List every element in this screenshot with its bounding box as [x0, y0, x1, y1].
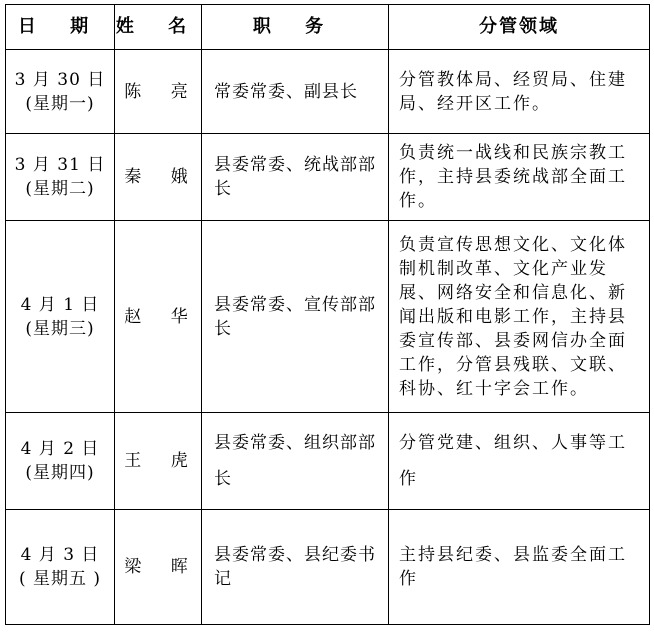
- duties-cell: 分管党建、组织、人事等工作: [389, 413, 650, 510]
- duties-cell: 主持县纪委、县监委全面工作: [389, 510, 650, 625]
- duties-cell: 负责统一战线和民族宗教工作，主持县委统战部全面工作。: [389, 134, 650, 221]
- weekday-line: (星期一): [25, 93, 95, 114]
- date-line: 3 月 30 日: [14, 69, 106, 90]
- schedule-table: [5, 4, 650, 625]
- header-duties: 分管领域: [389, 5, 650, 50]
- date-line: 4 月 2 日: [20, 439, 100, 459]
- name-cell: 赵 华: [115, 221, 202, 413]
- duties-cell: 负责宣传思想文化、文化体制机制改革、文化产业发展、网络安全和信息化、新闻出版和电影工作，主持县委宣传部、县委网信办全面工作，分管县残联、文联、科协、红十字会工作。: [389, 221, 650, 413]
- position-cell: 常委常委、副县长: [202, 50, 389, 134]
- date-cell: [6, 413, 115, 510]
- name-cell: 陈 亮: [115, 50, 202, 134]
- name-cell: 秦 娥: [115, 134, 202, 221]
- position-cell: 县委常委、统战部部长: [202, 134, 389, 221]
- weekday-line: ( 星期五 ): [18, 569, 102, 589]
- name-cell: 梁 晖: [115, 510, 202, 625]
- date-line: 4 月 1 日: [20, 294, 100, 315]
- position-cell: 县委常委、组织部部长: [202, 413, 389, 510]
- weekday-line: (星期四): [25, 463, 95, 483]
- name-cell: 王 虎: [115, 413, 202, 510]
- table-row: [6, 413, 650, 510]
- header-date: 日 期: [6, 5, 115, 50]
- date-cell: [6, 134, 115, 221]
- date-line: 4 月 3 日: [20, 545, 100, 565]
- header-position: 职 务: [202, 5, 389, 50]
- table-row: [6, 510, 650, 625]
- date-cell: [6, 510, 115, 625]
- position-cell: 县委常委、县纪委书记: [202, 510, 389, 625]
- header-name: 姓 名: [115, 5, 202, 50]
- weekday-line: (星期二): [25, 179, 95, 199]
- position-cell: 县委常委、宣传部部长: [202, 221, 389, 413]
- table-row: [6, 50, 650, 134]
- table-row: [6, 134, 650, 221]
- weekday-line: (星期三): [25, 318, 95, 339]
- date-cell: [6, 221, 115, 413]
- date-line: 3 月 31 日: [14, 155, 106, 175]
- duties-cell: 分管教体局、经贸局、住建局、经开区工作。: [389, 50, 650, 134]
- header-row: [6, 5, 650, 50]
- table-row: [6, 221, 650, 413]
- date-cell: [6, 50, 115, 134]
